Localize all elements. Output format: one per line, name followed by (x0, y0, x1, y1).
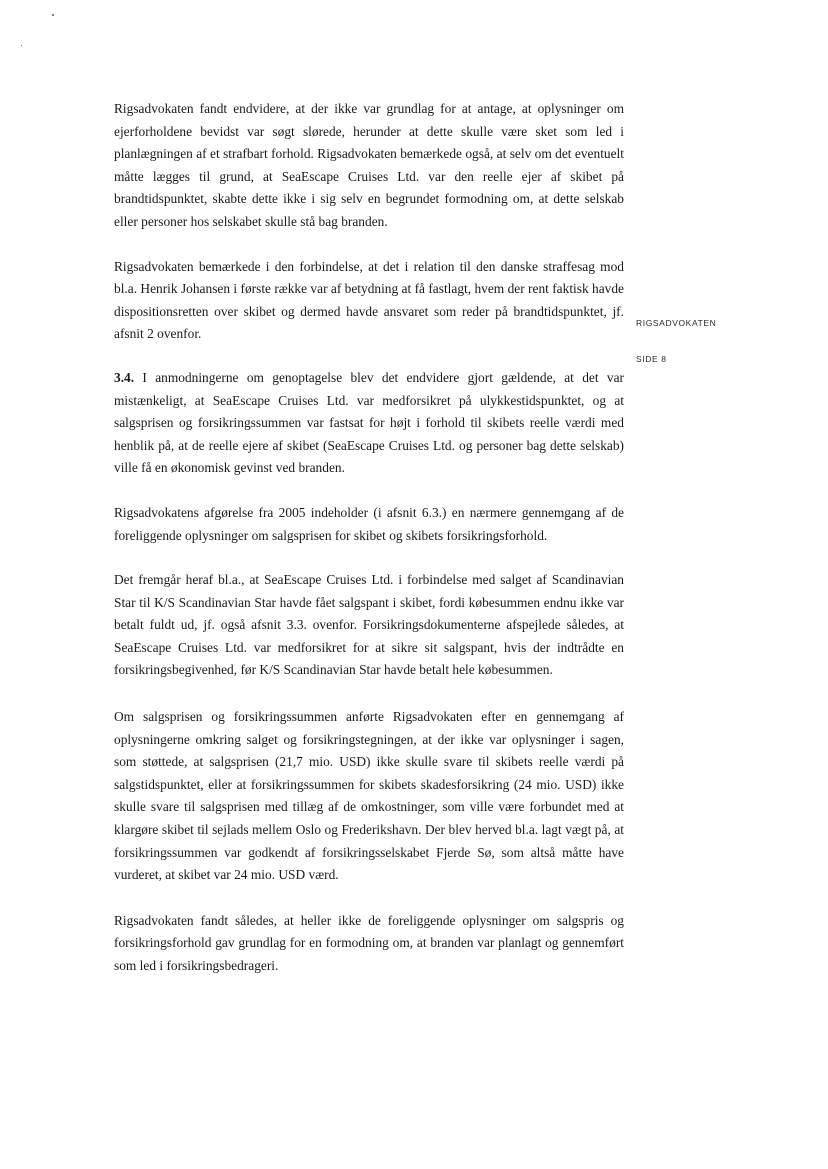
scan-speck (52, 14, 54, 16)
paragraph: Rigsadvokaten bemærkede i den forbindelse, at det i relation til den danske straffesag mod bl.a. Henrik Johansen i første række var af betydning at få fastlagt, hvem der rent faktisk havde dispositionsretten over skibet og dermed havde ansvaret som reder på brandtidspunktet, jf. afsnit 2 ovenfor. (114, 258, 624, 342)
scan-speck (21, 45, 22, 46)
page-number-label: SIDE 8 (636, 354, 667, 364)
margin-organization-label: RIGSADVOKATEN (636, 318, 717, 328)
paragraph: Rigsadvokaten fandt endvidere, at der ikke var grundlag for at antage, at oplysninger om ejerforholdene bevidst var søgt slørede, herunder at dette skulle være sket som led i planlægningen af et strafbart forhold. Rigsadvokaten bemærkede også, at selv om det eventuelt måtte lægges til grund, at SeaEscape Cruises Ltd. var den reelle ejer af skibet på brandtidspunktet, skabte dette ikke i sig selv en begrundet formodning om, at dette selskab eller personer hos selskabet skulle stå bag branden. (114, 101, 624, 229)
paragraph: Om salgsprisen og forsikringssummen anførte Rigsadvokaten efter en gennemgang af oplysningerne omkring salget og forsikringstegningen, at der ikke var oplysninger i sagen, som støttede, at salgsprisen (21,7 mio. USD) ikke skulle svare til skibets reelle værdi på salgstidspunktet, eller at forsikringssummen for skibets skadesforsikring (24 mio. USD) ikke skulle svare til salgsprisen med tillæg af de omkostninger, som ville være forbundet med at klargøre skibet til sejlads mellem Oslo og Frederikshavn. Der blev herved bl.a. lagt vægt på, at forsikringssummen var godkendt af forsikringsselskabet Fjerde Sø, som altså måtte have vurderet, at skibet var 24 mio. USD værd. (114, 709, 624, 883)
body-text (114, 98, 624, 1000)
paragraph: Rigsadvokaten fandt således, at heller ikke de foreliggende oplysninger om salgspris og forsikringsforhold gav grundlag for en formodning om, at branden var planlagt og gennemført som led i forsikringsbedrageri. (114, 912, 624, 973)
paragraph: Det fremgår heraf bl.a., at SeaEscape Cruises Ltd. i forbindelse med salget af Scandinavian Star til K/S Scandinavian Star havde fået salgspant i skibet, fordi købesummen endnu ikke var betalt fuldt ud, jf. også afsnit 3.3. ovenfor. Forsikringsdokumenterne afspejlede således, at SeaEscape Cruises Ltd. var medforsikret for at sikre sit salgspant, hvis der indtrådte en forsikringsbegivenhed, før K/S Scandinavian Star havde betalt hele købesummen. (114, 572, 624, 678)
paragraph: Rigsadvokatens afgørelse fra 2005 indeholder (i afsnit 6.3.) en nærmere gennemgang af de foreliggende oplysninger om salgsprisen for skibet og skibets forsikringsforhold. (114, 504, 624, 543)
section-number: 3.4. (114, 369, 135, 385)
paragraph-section-3-4 (114, 367, 624, 480)
paragraph-text: I anmodningerne om genoptagelse blev det endvidere gjort gældende, at det var mistænkeligt, at SeaEscape Cruises Ltd. var medforsikret på ulykkestidspunktet, og at salgsprisen og forsikringssummen var fastsat for højt i forhold til skibets reelle værdi med henblik på, at de reelle ejere af skibet (SeaEscape Cruises Ltd. og personer bag dette selskab) ville få en økonomisk gevinst ved branden. (114, 369, 624, 476)
